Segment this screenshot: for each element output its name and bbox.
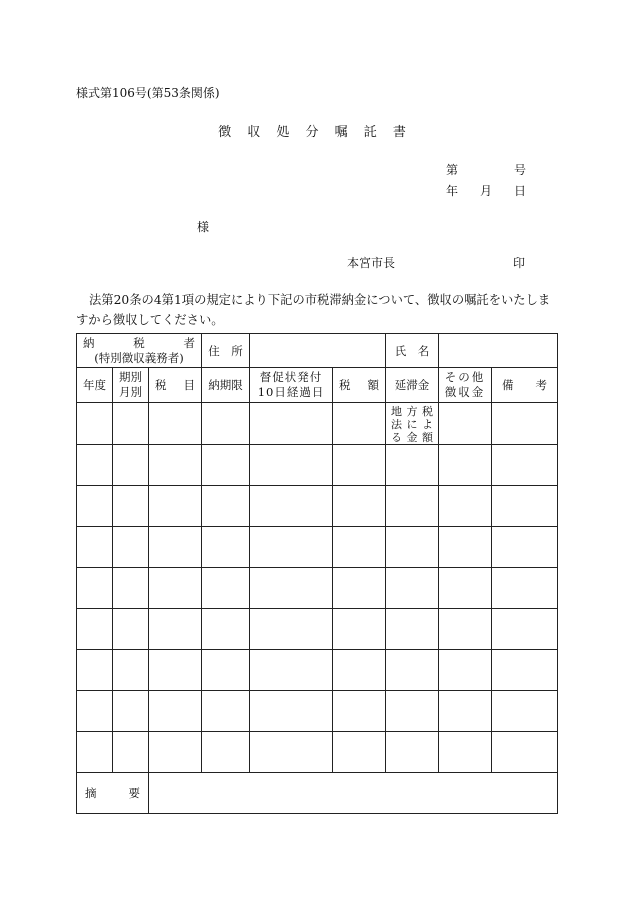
table-row <box>77 403 558 445</box>
date-month: 月 <box>479 184 492 198</box>
date-year: 年 <box>446 184 459 198</box>
header-year: 年度 <box>77 368 113 403</box>
address-label: 住 所 <box>202 334 250 368</box>
header-other-collection: その他 徴収金 <box>439 368 492 403</box>
header-notice-date: 督促状発付 10日経過日 <box>250 368 333 403</box>
number-prefix: 第 <box>446 163 459 177</box>
table-row <box>77 691 558 732</box>
header-delinquency: 延滞金 <box>386 368 439 403</box>
table-row <box>77 568 558 609</box>
header-item: 税 目 <box>149 368 202 403</box>
taxpayer-sublabel: (特別徴収義務者) <box>94 350 184 365</box>
table-row <box>77 650 558 691</box>
number-suffix: 号 <box>513 163 526 177</box>
summary-row <box>77 773 558 814</box>
header-row <box>77 368 558 403</box>
addressee-suffix: 様 <box>197 220 210 234</box>
header-due-date: 納期限 <box>202 368 250 403</box>
table-row <box>77 486 558 527</box>
name-label: 氏 名 <box>386 334 439 368</box>
address-value[interactable] <box>250 334 386 368</box>
table-row <box>77 732 558 773</box>
date-line <box>446 182 526 199</box>
summary-value[interactable] <box>149 773 558 814</box>
taxpayer-label: 納 税 者 <box>83 335 195 350</box>
date-day: 日 <box>513 184 526 198</box>
name-value[interactable] <box>439 334 558 368</box>
form-number: 様式第106号(第53条関係) <box>76 86 220 100</box>
taxpayer-label-cell <box>77 334 202 368</box>
issuer-name: 本宮市長 <box>347 256 396 270</box>
summary-label: 摘 要 <box>77 773 149 814</box>
body-text: 法第20条の4第1項の規定により下記の市税滞納金について、徴収の嘱託をいたしますから徴収してください。 <box>76 293 551 327</box>
local-tax-note: 地方税法による金額 <box>391 405 434 444</box>
table-row <box>77 609 558 650</box>
commission-table <box>76 333 558 814</box>
taxpayer-row <box>77 334 558 368</box>
table-row <box>77 445 558 486</box>
table-row <box>77 527 558 568</box>
header-tax-amount: 税 額 <box>333 368 386 403</box>
document-title: 徴 収 処 分 嘱 託 書 <box>218 125 412 140</box>
local-tax-note-cell <box>386 403 439 445</box>
header-remarks: 備 考 <box>492 368 558 403</box>
document-number-line <box>446 161 526 178</box>
seal-mark: 印 <box>513 256 526 270</box>
header-period: 期別 月別 <box>113 368 149 403</box>
